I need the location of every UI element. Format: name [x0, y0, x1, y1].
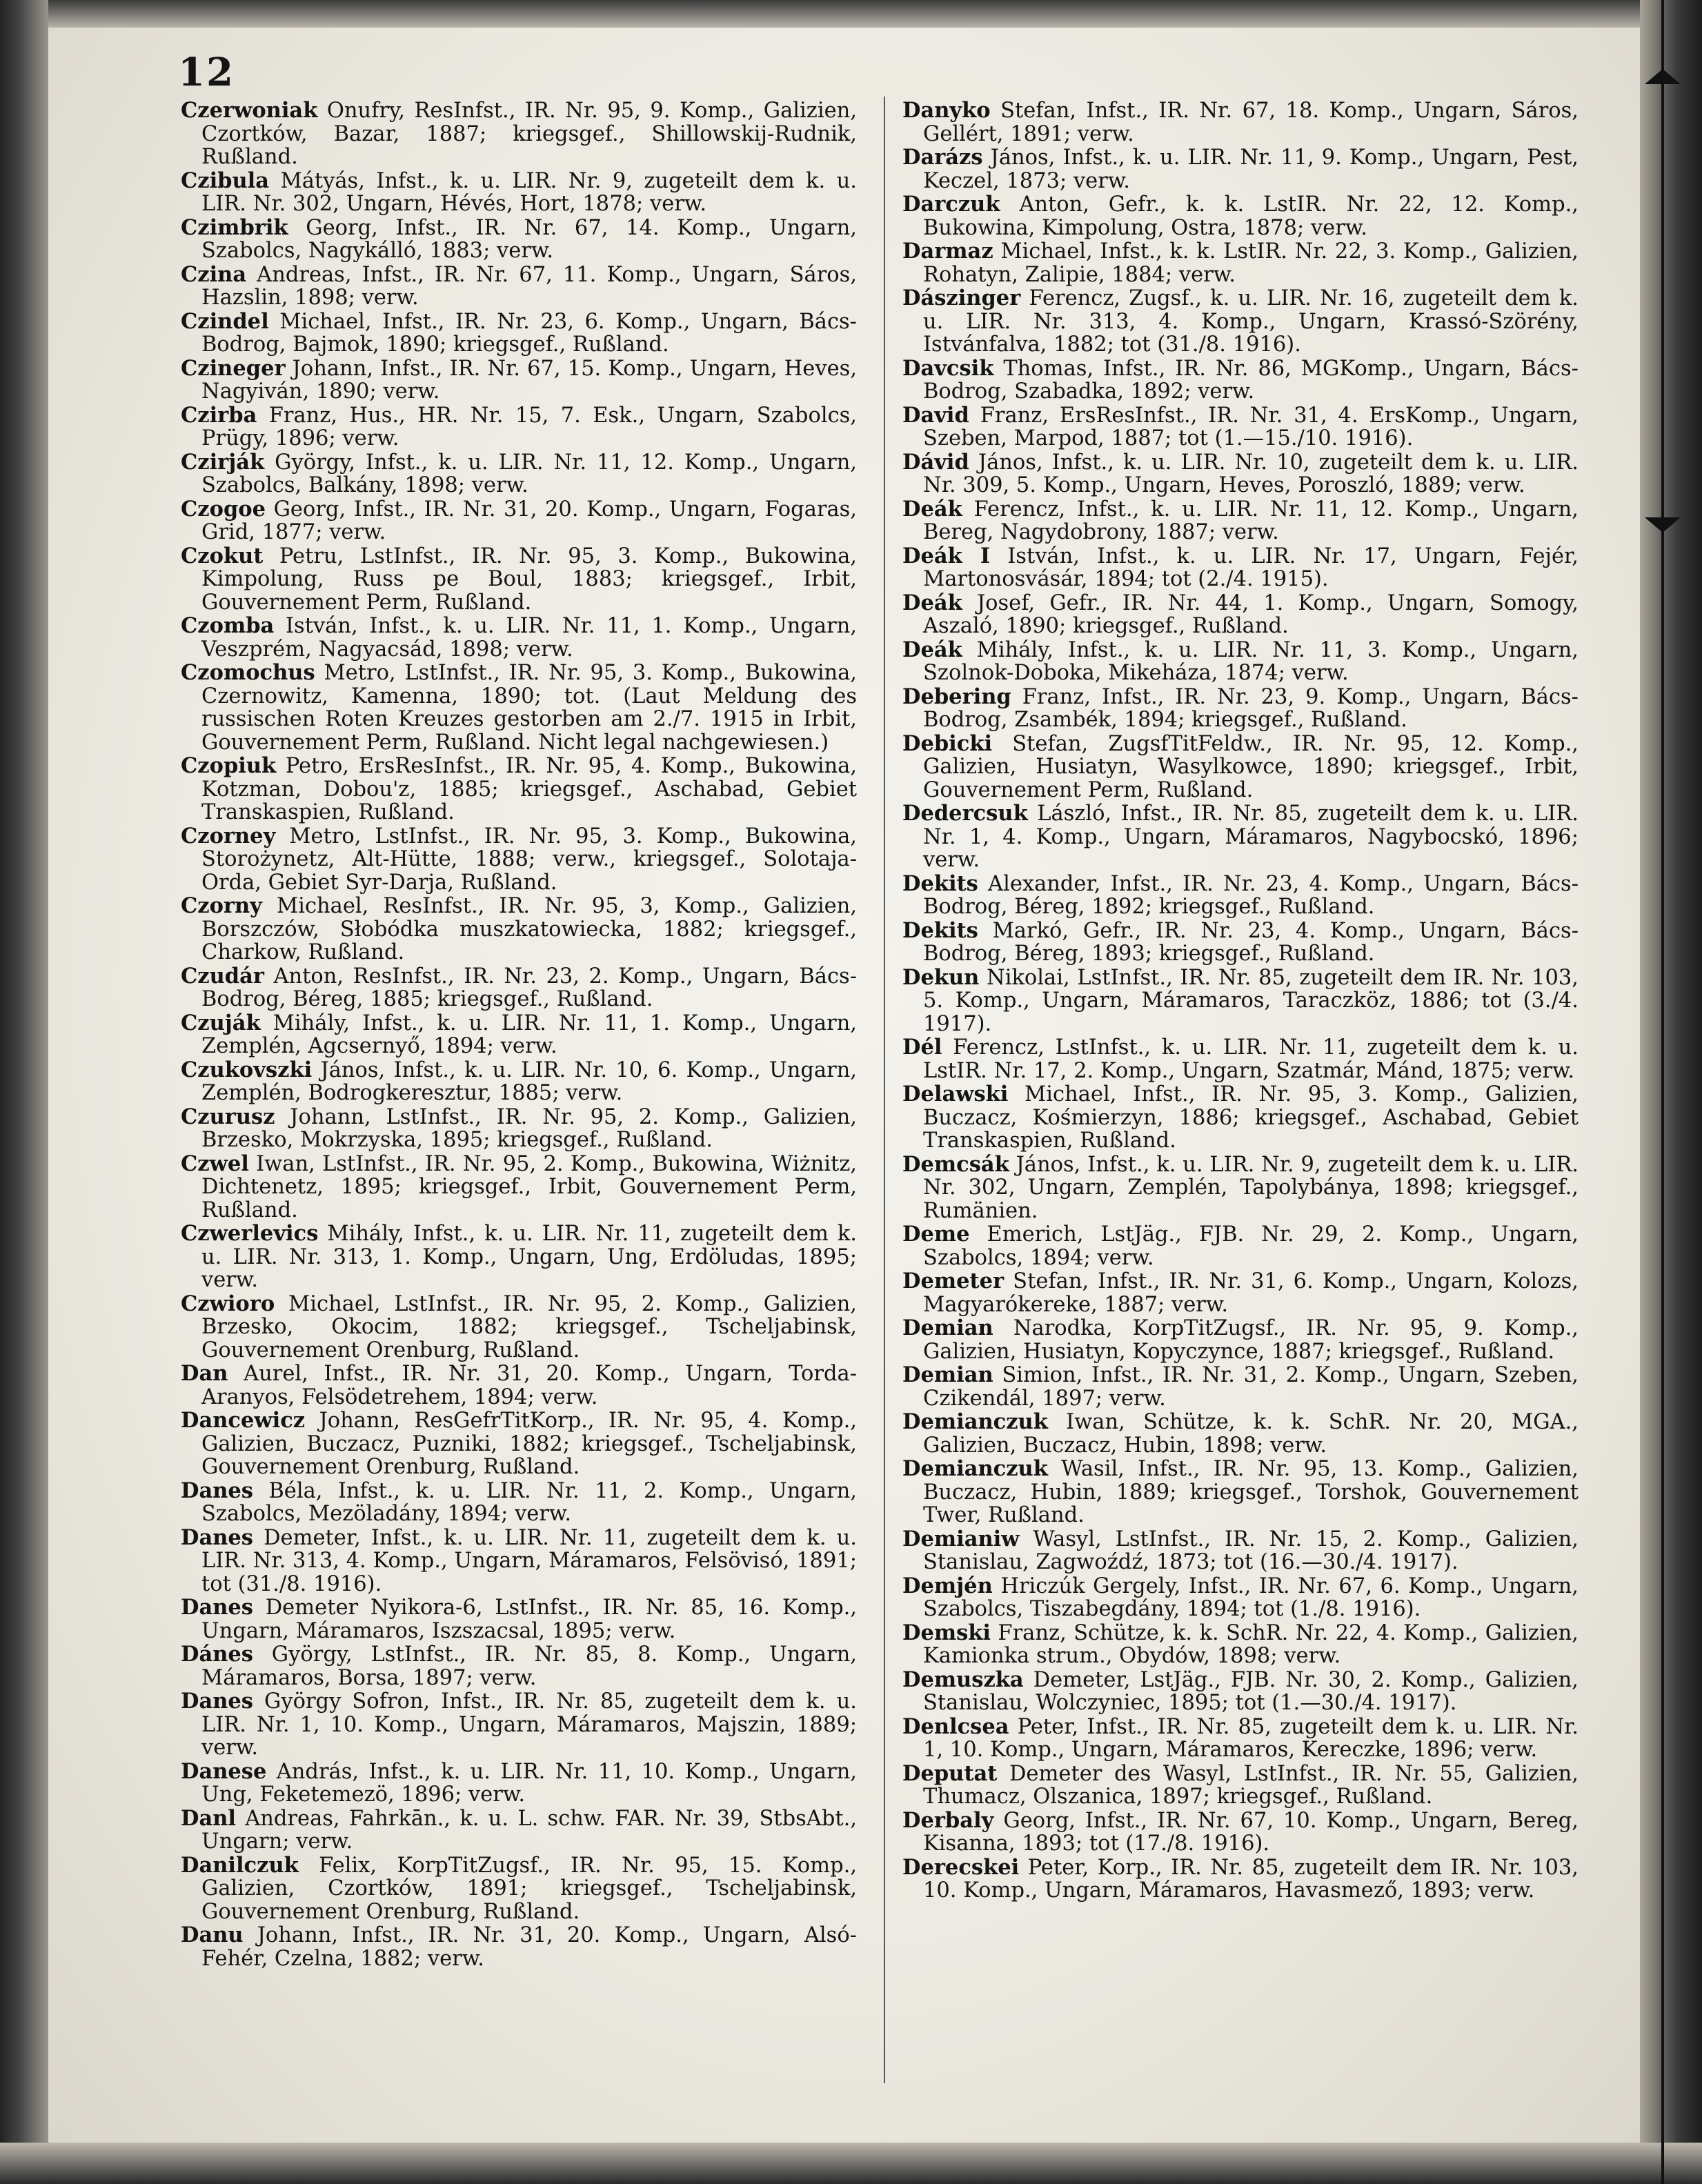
- entry-details: János, Infst., k. u. LIR. Nr. 10, 6. Komp., Ungarn, Zemplén, Bodrogkeresztur, 1885; verw.: [201, 1058, 857, 1105]
- list-entry: [181, 965, 857, 1011]
- entry-surname: Darmaz: [902, 239, 993, 264]
- entry-details: Onufry, ResInfst., IR. Nr. 95, 9. Komp., Galizien, Czortków, Bazar, 1887; kriegsgef., Shillowskij-Rudnik, Rußland.: [201, 99, 857, 169]
- entry-surname: David: [902, 402, 969, 428]
- entry-surname: Dekits: [902, 917, 978, 943]
- entry-details: György, LstInfst., IR. Nr. 85, 8. Komp., Ungarn, Máramaros, Borsa, 1897; verw.: [201, 1642, 857, 1690]
- entry-surname: Danes: [181, 1595, 253, 1620]
- list-entry: [902, 146, 1579, 192]
- list-entry: [181, 1480, 857, 1526]
- entry-surname: Czibula: [181, 168, 270, 193]
- list-entry: [181, 498, 857, 544]
- list-entry: [902, 1458, 1579, 1527]
- list-entry: [902, 1622, 1579, 1668]
- entry-details: Mihály, Infst., k. u. LIR. Nr. 11, zugeteilt dem k. u. LIR. Nr. 313, 1. Komp., Ungarn, Ung, Erdöludas, 1895; verw.: [201, 1222, 857, 1292]
- entry-surname: Czopiuk: [181, 753, 277, 778]
- list-entry: [181, 1643, 857, 1689]
- binding-marker-icon: [1645, 517, 1681, 533]
- left-column: [181, 99, 857, 1971]
- right-column: [902, 99, 1579, 1903]
- list-entry: [902, 193, 1579, 239]
- list-entry: [902, 287, 1579, 357]
- entry-surname: Denlcsea: [902, 1714, 1009, 1739]
- entry-details: János, Infst., k. u. LIR. Nr. 9, zugeteilt dem k. u. LIR. Nr. 302, Ungarn, Zemplén, Tapolybánya, 1898; kriegsgef., Rumänien.: [923, 1152, 1579, 1223]
- entry-surname: Demian: [902, 1316, 993, 1340]
- entry-surname: Dávid: [902, 449, 969, 475]
- entry-surname: Darázs: [902, 145, 983, 170]
- list-entry: [902, 451, 1579, 497]
- entry-details: Nikolai, LstInfst., IR. Nr. 85, zugeteilt dem IR. Nr. 103, 5. Komp., Ungarn, Máramaros, Taraczköz, 1886; tot (3./4. 1917).: [923, 965, 1579, 1036]
- entry-details: Josef, Gefr., IR. Nr. 44, 1. Komp., Ungarn, Somogy, Aszaló, 1890; kriegsgef., Rußland.: [923, 590, 1579, 638]
- entry-details: Aurel, Infst., IR. Nr. 31, 20. Komp., Ungarn, Torda-Aranyos, Felsödetrehem, 1894; verw.: [201, 1362, 857, 1409]
- entry-details: György, Infst., k. u. LIR. Nr. 11, 12. Komp., Ungarn, Szabolcs, Balkány, 1898; verw.: [201, 450, 857, 497]
- entry-details: János, Infst., k. u. LIR. Nr. 10, zugeteilt dem k. u. LIR. Nr. 309, 5. Komp., Ungarn, Heves, Poroszló, 1889; verw.: [923, 450, 1579, 497]
- entry-surname: Demianczuk: [902, 1409, 1048, 1434]
- list-entry: [902, 1575, 1579, 1621]
- list-entry: [902, 639, 1579, 685]
- list-entry: [902, 1153, 1579, 1223]
- entry-surname: Czudár: [181, 963, 264, 989]
- list-entry: [181, 451, 857, 497]
- entry-surname: Czomochus: [181, 660, 315, 685]
- list-entry: [902, 1223, 1579, 1269]
- entry-details: Stefan, Infst., IR. Nr. 67, 18. Komp., Ungarn, Sáros, Gellért, 1891; verw.: [923, 99, 1579, 146]
- list-entry: [902, 1760, 1579, 1809]
- entry-surname: Dedercsuk: [902, 801, 1028, 826]
- entry-surname: Danes: [181, 1525, 253, 1550]
- list-entry: [902, 1364, 1579, 1410]
- list-entry: [902, 1528, 1579, 1574]
- list-entry: [181, 1760, 857, 1807]
- binding-marker-icon: [1645, 69, 1681, 84]
- entry-surname: Derbaly: [902, 1807, 994, 1833]
- entry-details: Mátyás, Infst., k. u. LIR. Nr. 9, zugeteilt dem k. u. LIR. Nr. 302, Ungarn, Hévés, Hort, 1878; verw.: [201, 168, 857, 216]
- entry-details: Michael, ResInfst., IR. Nr. 95, 3, Komp., Galizien, Borszczów, Słobódka muszkatowiecka, 1882; kriegsgef., Charkow, Rußland.: [201, 894, 857, 964]
- list-entry: [902, 1317, 1579, 1363]
- entry-details: Narodka, KorpTitZugsf., IR. Nr. 95, 9. Komp., Galizien, Husiatyn, Kopyczynce, 1887; kriegsgef., Rußland.: [923, 1316, 1579, 1364]
- entry-surname: Debering: [902, 684, 1011, 709]
- entry-details: András, Infst., k. u. LIR. Nr. 11, 10. Komp., Ungarn, Ung, Feketemezö, 1896; verw.: [201, 1759, 857, 1807]
- entry-surname: Danes: [181, 1689, 253, 1714]
- entry-details: Demeter, Infst., k. u. LIR. Nr. 11, zugeteilt dem k. u. LIR. Nr. 313, 4. Komp., Ungarn, Máramaros, Felsövisó, 1891; tot (31./8. 1916).: [201, 1525, 857, 1596]
- entry-details: Johann, LstInfst., IR. Nr. 95, 2. Komp., Galizien, Brzesko, Mokrzyska, 1895; kriegsgef., Rußland.: [201, 1104, 857, 1152]
- entry-surname: Davcsik: [902, 355, 994, 381]
- entry-surname: Derecskei: [902, 1854, 1020, 1880]
- entry-details: Iwan, LstInfst., IR. Nr. 95, 2. Komp., Bukowina, Wiżnitz, Dichtenetz, 1895; kriegsgef., Irbit, Gouvernement Perm, Rußland.: [201, 1151, 857, 1222]
- list-entry: [181, 1059, 857, 1105]
- list-entry: [181, 1293, 857, 1362]
- list-entry: [181, 1527, 857, 1596]
- entry-surname: Demeter: [902, 1269, 1005, 1293]
- list-entry: [902, 240, 1579, 286]
- entry-details: Ferencz, LstInfst., k. u. LIR. Nr. 11, zugeteilt dem k. u. LstIR. Nr. 17, 2. Komp., Ungarn, Szatmár, Mánd, 1875; verw.: [923, 1035, 1579, 1083]
- entry-details: Mihály, Infst., k. u. LIR. Nr. 11, 1. Komp., Ungarn, Zemplén, Agcsernyő, 1894; verw.: [201, 1011, 857, 1058]
- list-entry: [902, 498, 1579, 544]
- list-entry: [902, 802, 1579, 872]
- entry-details: Stefan, ZugsfTitFeldw., IR. Nr. 95, 12. Komp., Galizien, Husiatyn, Wasylkowce, 1890; kriegsgef., Irbit, Gouvernement Perm, Rußland.: [923, 731, 1579, 802]
- entry-details: Petro, ErsResInfst., IR. Nr. 95, 4. Komp., Bukowina, Kotzman, Dobou'z, 1885; kriegsgef., Aschabad, Gebiet Transkaspien, Rußland.: [201, 754, 857, 824]
- entry-surname: Czwerlevics: [181, 1221, 319, 1246]
- list-entry: [181, 1807, 857, 1854]
- entry-details: Petru, LstInfst., IR. Nr. 95, 3. Komp., Bukowina, Kimpolung, Russ pe Boul, 1883; kriegsgef., Irbit, Gouvernement Perm, Rußland.: [201, 544, 857, 615]
- list-entry: [181, 895, 857, 964]
- entry-surname: Deme: [902, 1222, 970, 1247]
- entry-details: Demeter des Wasyl, LstInfst., IR. Nr. 55, Galizien, Thumacz, Olszanica, 1897; kriegsgef., Rußland.: [923, 1761, 1579, 1809]
- list-entry: [902, 357, 1579, 404]
- entry-details: Georg, Infst., IR. Nr. 67, 14. Komp., Ungarn, Szabolcs, Nagykálló, 1883; verw.: [201, 215, 857, 263]
- entry-details: Wasyl, LstInfst., IR. Nr. 15, 2. Komp., Galizien, Stanislau, Zagwoźdź, 1873; tot (16.—30./4. 1917).: [923, 1527, 1579, 1574]
- entry-surname: Demian: [902, 1362, 993, 1387]
- entry-details: Demeter Nyikora-6, LstInfst., IR. Nr. 85, 16. Komp., Ungarn, Máramaros, Iszszacsal, 1895; verw.: [201, 1596, 857, 1643]
- entry-surname: Czukovszki: [181, 1057, 313, 1082]
- entry-details: Franz, Hus., HR. Nr. 15, 7. Esk., Ungarn, Szabolcs, Prügy, 1896; verw.: [201, 403, 857, 450]
- entry-details: Felix, KorpTitZugsf., IR. Nr. 95, 15. Komp., Galizien, Czortków, 1891; kriegsgef., Tscheljabinsk, Gouvernement Orenburg, Rußland.: [201, 1853, 857, 1924]
- entry-details: Peter, Infst., IR. Nr. 85, zugeteilt dem k. u. LIR. Nr. 1, 10. Komp., Ungarn, Máramaros, Kereczke, 1896; verw.: [923, 1714, 1579, 1762]
- list-entry: [181, 217, 857, 263]
- entry-surname: Czineger: [181, 355, 286, 381]
- list-entry: [902, 404, 1579, 450]
- entry-surname: Czomba: [181, 613, 275, 638]
- list-entry: [181, 825, 857, 895]
- list-entry: [181, 404, 857, 450]
- entry-surname: Dél: [902, 1035, 942, 1060]
- entry-details: Georg, Infst., IR. Nr. 31, 20. Komp., Ungarn, Fogaras, Grid, 1877; verw.: [201, 497, 857, 544]
- entry-surname: Czwel: [181, 1151, 249, 1176]
- entry-surname: Debicki: [902, 731, 993, 756]
- entry-surname: Danilczuk: [181, 1852, 299, 1878]
- scan-border-left: [0, 0, 48, 2184]
- list-entry: [902, 1669, 1579, 1715]
- entry-surname: Czimbrik: [181, 215, 288, 240]
- list-entry: [181, 1012, 857, 1058]
- list-entry: [181, 357, 857, 404]
- entry-details: Emerich, LstJäg., FJB. Nr. 29, 2. Komp., Ungarn, Szabolcs, 1894; verw.: [923, 1222, 1579, 1270]
- entry-surname: Demianczuk: [902, 1456, 1048, 1481]
- list-entry: [902, 545, 1579, 591]
- entry-surname: Darczuk: [902, 192, 1000, 217]
- entry-details: István, Infst., k. u. LIR. Nr. 11, 1. Komp., Ungarn, Veszprém, Nagyacsád, 1898; verw.: [201, 614, 857, 662]
- list-entry: [902, 873, 1579, 919]
- list-entry: [181, 1596, 857, 1642]
- entry-details: Michael, Infst., IR. Nr. 23, 6. Komp., Ungarn, Bács-Bodrog, Bajmok, 1890; kriegsgef., Rußland.: [201, 309, 857, 357]
- entry-details: Andreas, Fahrkān., k. u. L. schw. FAR. Nr. 39, StbsAbt., Ungarn; verw.: [201, 1806, 857, 1854]
- entry-details: Michael, Infst., IR. Nr. 95, 3. Komp., Galizien, Buczacz, Kośmierzyn, 1886; kriegsgef., Aschabad, Gebiet Transkaspien, Rußland.: [923, 1082, 1579, 1153]
- entry-details: Metro, LstInfst., IR. Nr. 95, 3. Komp., Bukowina, Storożynetz, Alt-Hütte, 1888; verw., kriegsgef., Solotaja-Orda, Gebiet Syr-Darja, Rußland.: [201, 824, 857, 895]
- entry-surname: Czurusz: [181, 1104, 275, 1129]
- entry-surname: Czindel: [181, 308, 269, 334]
- entry-details: Mihály, Infst., k. u. LIR. Nr. 11, 3. Komp., Ungarn, Szolnok-Doboka, Mikeháza, 1874; verw.: [923, 637, 1579, 685]
- entry-details: Demeter, LstJäg., FJB. Nr. 30, 2. Komp., Galizien, Stanislau, Wolczyniec, 1895; tot (1.—30./4. 1917).: [923, 1667, 1579, 1715]
- entry-surname: Czwioro: [181, 1291, 275, 1316]
- entry-surname: Dászinger: [902, 286, 1021, 310]
- list-entry: [902, 686, 1579, 732]
- scan-border-right: [1640, 0, 1702, 2184]
- list-entry: [181, 261, 857, 310]
- entry-surname: Deák: [902, 590, 962, 615]
- entry-surname: Demuszka: [902, 1667, 1024, 1692]
- entry-details: Béla, Infst., k. u. LIR. Nr. 11, 2. Komp., Ungarn, Szabolcs, Mezöladány, 1894; verw.: [201, 1478, 857, 1526]
- entry-details: János, Infst., k. u. LIR. Nr. 11, 9. Komp., Ungarn, Pest, Keczel, 1873; verw.: [923, 146, 1579, 193]
- entry-details: Ferencz, Infst., k. u. LIR. Nr. 11, 12. Komp., Ungarn, Bereg, Nagydobrony, 1887; verw.: [923, 497, 1579, 544]
- list-entry: [902, 966, 1579, 1036]
- list-entry: [902, 99, 1579, 146]
- entry-surname: Danese: [181, 1758, 267, 1784]
- entry-details: Wasil, Infst., IR. Nr. 95, 13. Komp., Galizien, Buczacz, Hubin, 1889; kriegsgef., Torshok, Gouvernement Twer, Rußland.: [923, 1457, 1579, 1527]
- entry-surname: Czina: [181, 261, 247, 287]
- list-entry: [902, 1716, 1579, 1762]
- entry-details: Anton, ResInfst., IR. Nr. 23, 2. Komp., Ungarn, Bács-Bodrog, Béreg, 1885; kriegsgef., Rußland.: [201, 964, 857, 1011]
- list-entry: [181, 615, 857, 661]
- entry-details: Johann, Infst., IR. Nr. 31, 20. Komp., Ungarn, Alsó-Fehér, Czelna, 1882; verw.: [201, 1923, 857, 1971]
- entry-surname: Czogoe: [181, 496, 266, 522]
- list-entry: [181, 1153, 857, 1222]
- scan-border-top: [0, 0, 1702, 28]
- column-divider: [884, 97, 885, 2083]
- list-entry: [181, 1924, 857, 1970]
- entry-surname: Delawski: [902, 1082, 1009, 1106]
- entry-surname: Czirják: [181, 449, 265, 475]
- entry-details: Peter, Korp., IR. Nr. 85, zugeteilt dem IR. Nr. 103, 10. Komp., Ungarn, Máramaros, Havasmező, 1893; verw.: [923, 1855, 1579, 1903]
- entry-surname: Czuják: [181, 1010, 261, 1035]
- list-entry: [902, 1856, 1579, 1903]
- entry-surname: Czerwoniak: [181, 98, 318, 123]
- entry-surname: Demjén: [902, 1573, 993, 1598]
- list-entry: [902, 592, 1579, 638]
- entry-surname: Danyko: [902, 98, 991, 123]
- entry-surname: Demianiw: [902, 1526, 1020, 1551]
- entry-surname: Demski: [902, 1620, 991, 1645]
- list-entry: [181, 1222, 857, 1292]
- entry-details: Johann, ResGefrTitKorp., IR. Nr. 95, 4. Komp., Galizien, Buczacz, Puzniki, 1882; kriegsgef., Tscheljabinsk, Gouvernement Orenburg, Rußland.: [201, 1409, 857, 1479]
- entry-surname: Dekun: [902, 964, 980, 990]
- list-entry: [181, 1106, 857, 1152]
- entry-surname: Danu: [181, 1923, 244, 1947]
- entry-details: Anton, Gefr., k. k. LstIR. Nr. 22, 12. Komp., Bukowina, Kimpolung, Ostra, 1878; verw.: [923, 192, 1579, 240]
- entry-details: György Sofron, Infst., IR. Nr. 85, zugeteilt dem k. u. LIR. Nr. 1, 10. Komp., Ungarn, Máramaros, Majszin, 1889; verw.: [201, 1689, 857, 1760]
- entry-details: Metro, LstInfst., IR. Nr. 95, 3. Komp., Bukowina, Czernowitz, Kamenna, 1890; tot. (Laut Meldung des russischen Roten Kreuzes gestorben am 2./7. 1915 in Irbit, Gouvernement Perm, Rußland. Nicht legal nachgewiesen.): [201, 661, 857, 755]
- list-entry: [181, 170, 857, 216]
- list-entry: [181, 99, 857, 169]
- page-number: 12: [178, 50, 235, 95]
- entry-details: László, Infst., IR. Nr. 85, zugeteilt dem k. u. LIR. Nr. 1, 4. Komp., Ungarn, Máramaros, Nagybocskó, 1896; verw.: [923, 802, 1579, 872]
- entry-details: Thomas, Infst., IR. Nr. 86, MGKomp., Ungarn, Bács-Bodrog, Szabadka, 1892; verw.: [923, 356, 1579, 404]
- entry-details: István, Infst., k. u. LIR. Nr. 17, Ungarn, Fejér, Martonosvásár, 1894; tot (2./4. 1915).: [923, 544, 1579, 591]
- list-entry: [181, 1854, 857, 1924]
- list-entry: [902, 1809, 1579, 1856]
- scan-border-bottom: [0, 2143, 1702, 2184]
- entry-surname: Czokut: [181, 543, 264, 568]
- list-entry: [181, 1409, 857, 1479]
- entry-surname: Deák I: [902, 543, 991, 568]
- entry-details: Markó, Gefr., IR. Nr. 23, 4. Komp., Ungarn, Bács-Bodrog, Béreg, 1893; kriegsgef., Rußland.: [923, 918, 1579, 966]
- entry-surname: Danes: [181, 1478, 253, 1503]
- entry-details: Johann, Infst., IR. Nr. 67, 15. Komp., Ungarn, Heves, Nagyiván, 1890; verw.: [201, 356, 857, 404]
- list-entry: [181, 662, 857, 754]
- entry-surname: Dancewicz: [181, 1408, 306, 1433]
- entry-surname: Dánes: [181, 1642, 253, 1667]
- entry-details: Andreas, Infst., IR. Nr. 67, 11. Komp., Ungarn, Sáros, Hazslin, 1898; verw.: [201, 262, 857, 310]
- list-entry: [181, 1362, 857, 1409]
- entry-surname: Deák: [902, 496, 962, 522]
- entry-surname: Danl: [181, 1805, 236, 1831]
- list-entry: [181, 755, 857, 824]
- entry-details: Michael, LstInfst., IR. Nr. 95, 2. Komp., Galizien, Brzesko, Okocim, 1882; kriegsgef., Tscheljabinsk, Gouvernement Orenburg, Rußland.: [201, 1291, 857, 1362]
- entry-details: Franz, ErsResInfst., IR. Nr. 31, 4. ErsKomp., Ungarn, Szeben, Marpod, 1887; tot (1.—15./10. 1916).: [923, 403, 1579, 450]
- entry-surname: Czirba: [181, 402, 257, 428]
- entry-details: Iwan, Schütze, k. k. SchR. Nr. 20, MGA., Galizien, Buczacz, Hubin, 1898; verw.: [923, 1410, 1579, 1458]
- list-entry: [181, 1690, 857, 1760]
- list-entry: [902, 733, 1579, 802]
- list-entry: [902, 1270, 1579, 1316]
- entry-surname: Dan: [181, 1361, 228, 1386]
- entry-surname: Deputat: [902, 1760, 998, 1786]
- entry-details: Franz, Schütze, k. k. SchR. Nr. 22, 4. Komp., Galizien, Kamionka strum., Obydów, 1898; verw.: [923, 1620, 1579, 1668]
- list-entry: [902, 1083, 1579, 1153]
- entry-details: Michael, Infst., k. k. LstIR. Nr. 22, 3. Komp., Galizien, Rohatyn, Zalipie, 1884; verw.: [923, 239, 1579, 287]
- list-entry: [181, 310, 857, 357]
- entry-details: Ferencz, Zugsf., k. u. LIR. Nr. 16, zugeteilt dem k. u. LIR. Nr. 313, 4. Komp., Ungarn, Krassó-Szörény, Istvánfalva, 1882; tot (31./8. 1916).: [923, 286, 1579, 357]
- entry-surname: Czorney: [181, 823, 276, 848]
- entry-details: Franz, Infst., IR. Nr. 23, 9. Komp., Ungarn, Bács-Bodrog, Zsambék, 1894; kriegsgef., Rußland.: [923, 684, 1579, 732]
- entry-surname: Demcsák: [902, 1151, 1009, 1177]
- entry-surname: Czorny: [181, 893, 262, 918]
- entry-details: Stefan, Infst., IR. Nr. 31, 6. Komp., Ungarn, Kolozs, Magyarókereke, 1887; verw.: [923, 1269, 1579, 1317]
- list-entry: [181, 545, 857, 615]
- entry-details: Simion, Infst., IR. Nr. 31, 2. Komp., Ungarn, Szeben, Czikendál, 1897; verw.: [923, 1363, 1579, 1411]
- entry-surname: Deák: [902, 637, 962, 662]
- entry-surname: Dekits: [902, 871, 978, 896]
- list-entry: [902, 1411, 1579, 1457]
- entry-details: Hriczúk Gergely, Infst., IR. Nr. 67, 6. Komp., Ungarn, Szabolcs, Tiszabegdány, 1894; tot (1./8. 1916).: [923, 1574, 1579, 1621]
- entry-details: Georg, Infst., IR. Nr. 67, 10. Komp., Ungarn, Bereg, Kisanna, 1893; tot (17./8. 1916).: [923, 1808, 1579, 1856]
- entry-details: Alexander, Infst., IR. Nr. 23, 4. Komp., Ungarn, Bács-Bodrog, Béreg, 1892; kriegsgef., Rußland.: [923, 871, 1579, 919]
- binding-edge: [1661, 0, 1664, 2184]
- list-entry: [902, 917, 1579, 966]
- list-entry: [902, 1036, 1579, 1082]
